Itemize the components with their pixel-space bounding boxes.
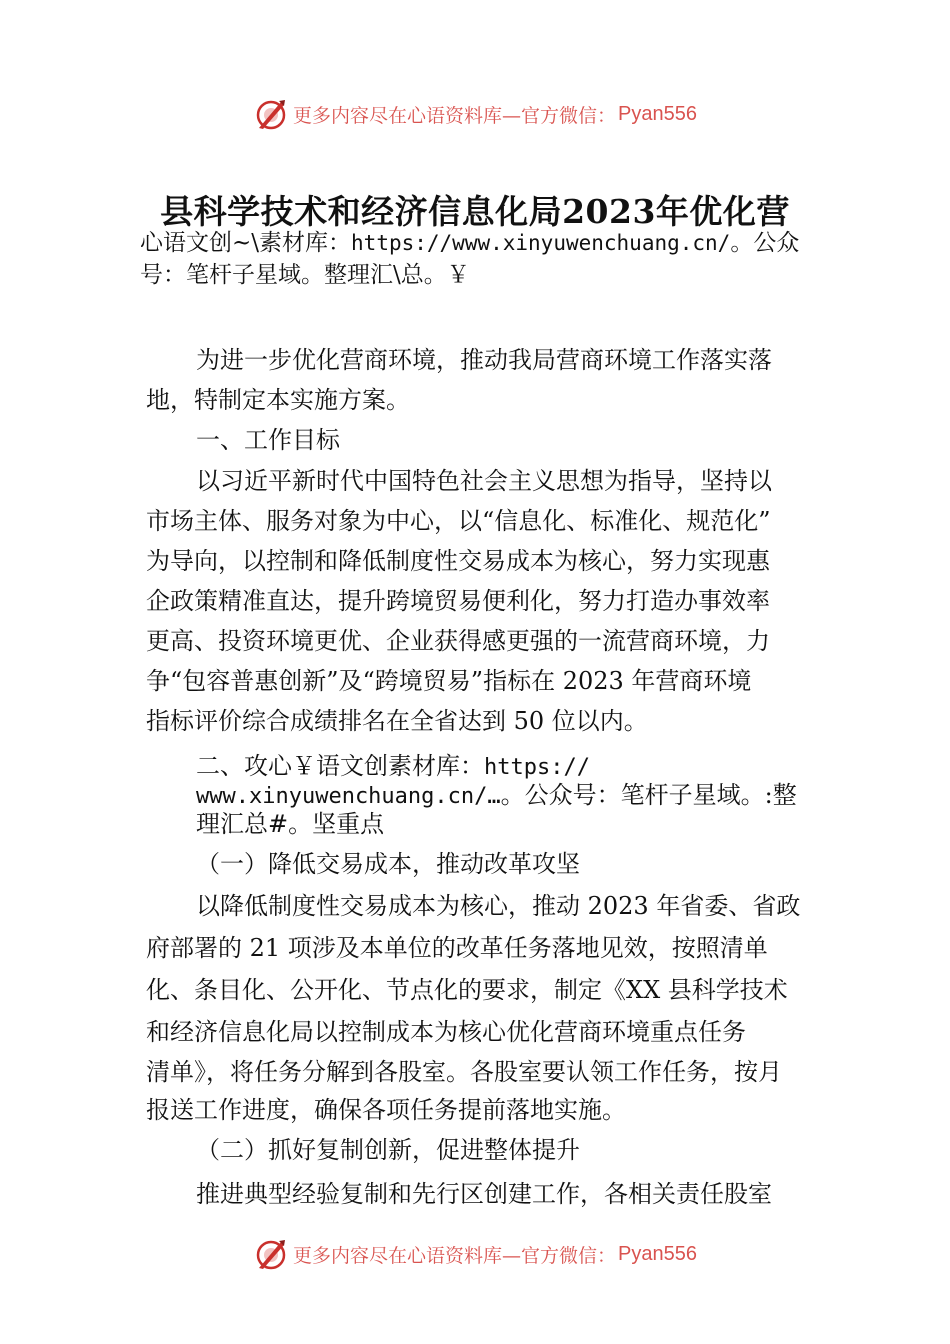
- section-heading-cont: [196, 783, 797, 808]
- paragraph-line: 清单》，将任务分解到各股室。各股室要认领工作任务，按月: [146, 1058, 782, 1086]
- heading-url: www.xinyuwenchuang.cn/…: [196, 784, 501, 809]
- subsection-heading: （二）抓好复制创新，促进整体提升: [196, 1136, 580, 1164]
- paragraph-line: 争“包容普惠创新”及“跨境贸易”指标在 2023 年营商环境: [146, 667, 752, 695]
- paragraph-line: 地，特制定本实施方案。: [146, 386, 410, 414]
- subsection-heading: （一）降低交易成本，推动改革攻坚: [196, 850, 580, 878]
- paragraph-line: 报送工作进度，确保各项任务提前落地实施。: [146, 1096, 626, 1124]
- heading-url: https://: [484, 755, 590, 780]
- footer-banner: [0, 1234, 950, 1274]
- paragraph-line: 为进一步优化营商环境，推动我局营商环境工作落实落: [196, 346, 772, 374]
- pen-logo-icon: [253, 96, 289, 132]
- banner-text: 更多内容尽在心语资料库—官方微信：: [293, 1244, 617, 1267]
- paragraph-line: 为导向，以控制和降低制度性交易成本为核心，努力实现惠: [146, 547, 770, 575]
- header-banner: [0, 94, 950, 134]
- section-heading: [196, 754, 590, 779]
- section-heading-cont: 理汇总#。坚重点: [196, 810, 385, 838]
- document-title: 县科学技术和经济信息化局2023年优化营: [160, 192, 790, 231]
- banner-wechat-id: Pyan556: [618, 102, 697, 125]
- banner-text: 更多内容尽在心语资料库—官方微信：: [293, 104, 617, 127]
- section-heading: 一、工作目标: [196, 426, 340, 454]
- paragraph-line: 指标评价综合成绩排名在全省达到 50 位以内。: [146, 707, 648, 735]
- paragraph-line: 化、条目化、公开化、节点化的要求，制定《XX 县科学技术: [146, 976, 788, 1004]
- paragraph-line: 市场主体、服务对象为中心，以“信息化、标准化、规范化”: [146, 507, 771, 535]
- banner-wechat-id: Pyan556: [618, 1242, 697, 1265]
- paragraph-line: 和经济信息化局以控制成本为核心优化营商环境重点任务: [146, 1018, 746, 1046]
- paragraph-line: 府部署的 21 项涉及本单位的改革任务落地见效，按照清单: [146, 934, 768, 962]
- watermark-suffix: 。公众: [730, 230, 800, 256]
- heading-text: 二、攻心￥语文创素材库：: [196, 752, 484, 780]
- paragraph-line: 以降低制度性交易成本为核心，推动 2023 年省委、省政: [196, 892, 801, 920]
- heading-text: 。公众号：笔杆子星域。:整: [500, 781, 797, 809]
- paragraph-line: 企政策精准直达，提升跨境贸易便利化，努力打造办事效率: [146, 587, 770, 615]
- watermark-url: https://www.xinyuwenchuang.cn/: [351, 231, 731, 255]
- paragraph-line: 推进典型经验复制和先行区创建工作，各相关责任股室: [196, 1180, 772, 1208]
- watermark-label: 心语文创~\素材库：: [140, 230, 352, 256]
- pen-logo-icon: [253, 1236, 289, 1272]
- watermark-line-1: [140, 232, 799, 255]
- watermark-line-2: 号：笔杆子星域。整理汇\总。￥: [140, 262, 470, 288]
- paragraph-line: 以习近平新时代中国特色社会主义思想为指导，坚持以: [196, 467, 772, 495]
- paragraph-line: 更高、投资环境更优、企业获得感更强的一流营商环境，力: [146, 627, 770, 655]
